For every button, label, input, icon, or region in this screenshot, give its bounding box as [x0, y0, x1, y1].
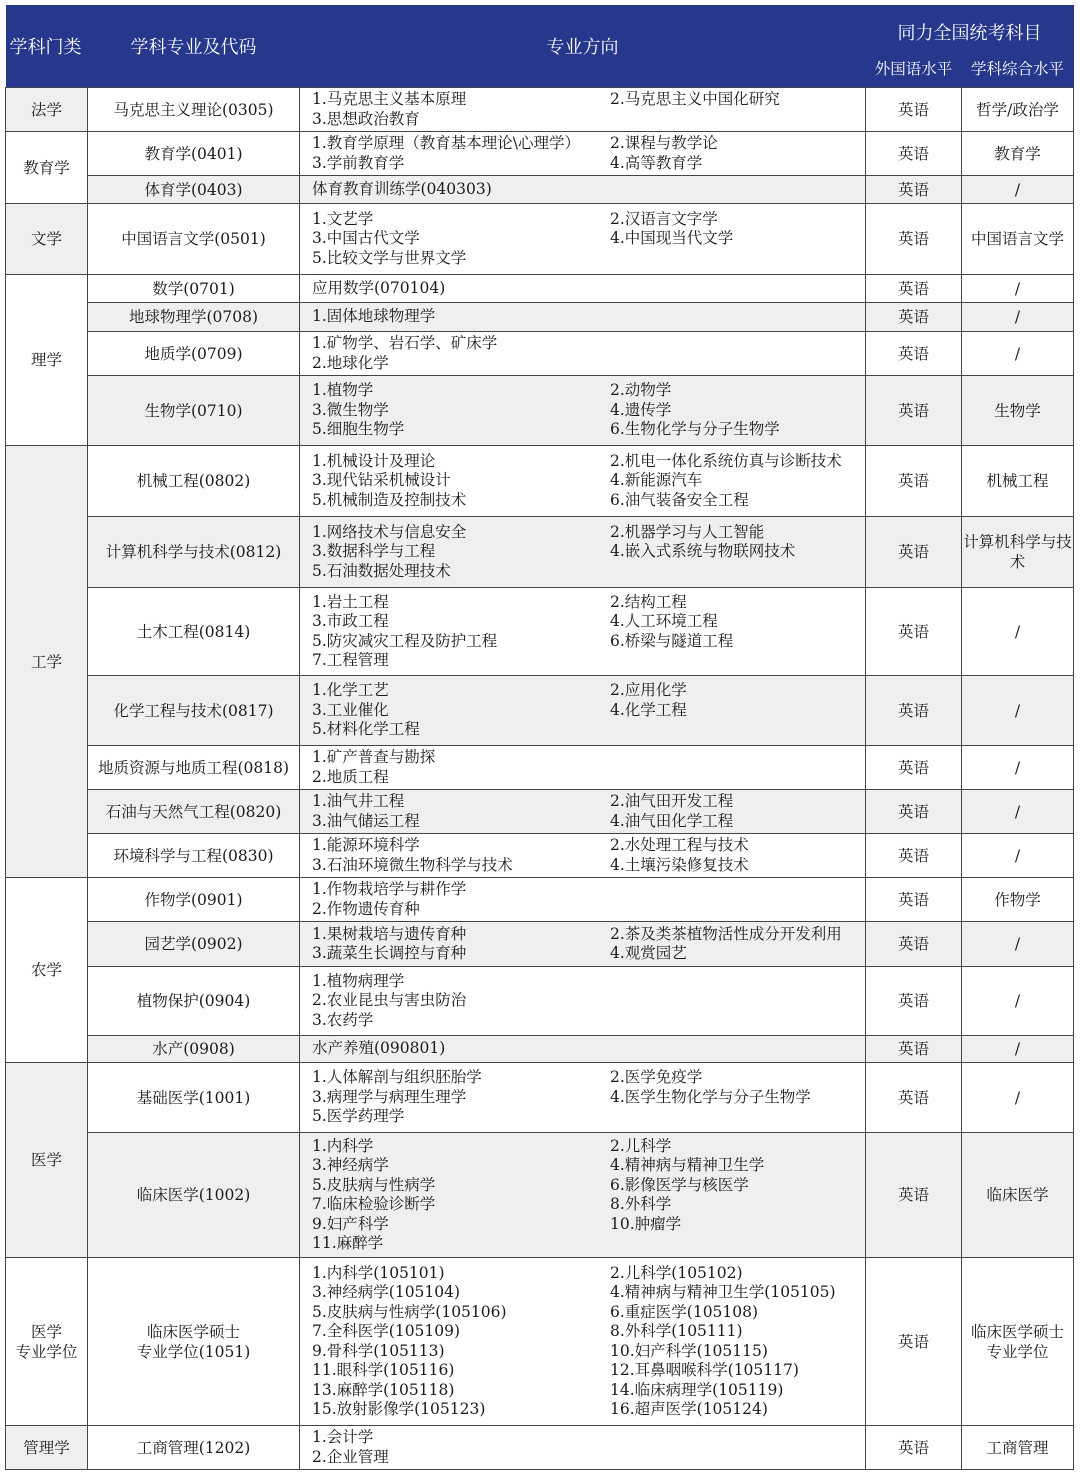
comprehensive-cell: 机械工程 [962, 446, 1074, 517]
table-row [6, 790, 1074, 834]
foreign-language-cell: 英语 [866, 1258, 962, 1426]
subject-cell: 植物保护(0904) [88, 967, 300, 1036]
direction-item: 14.临床病理学(105119) [610, 1380, 784, 1399]
direction-item: 2.地质工程 [312, 767, 389, 786]
direction-item: 4.遗传学 [610, 400, 672, 419]
comprehensive-cell: / [962, 176, 1074, 204]
direction-item: 2.茶及类茶植物活性成分开发利用 [610, 924, 842, 943]
direction-item: 1.文艺学 [312, 209, 374, 228]
direction-item: 1.马克思主义基本原理 [312, 90, 467, 108]
foreign-language-cell: 英语 [866, 746, 962, 790]
direction-item: 1.矿产普查与勘探 [312, 748, 436, 766]
direction-item: 3.数据科学与工程 [312, 542, 436, 561]
direction-item: 1.能源环境科学 [312, 836, 420, 854]
direction-item: 2.机电一体化系统仿真与诊断技术 [610, 451, 842, 470]
table-row [6, 332, 1074, 376]
foreign-language-cell: 英语 [866, 376, 962, 446]
direction-item: 15.放射影像学(105123) [312, 1400, 486, 1418]
direction-item: 2.汉语言文字学 [610, 209, 718, 228]
direction-item: 2.油气田开发工程 [610, 792, 734, 810]
direction-cell [300, 676, 866, 746]
direction-item: 2.课程与教学论 [610, 134, 718, 152]
subject-cell: 机械工程(0802) [88, 446, 300, 517]
direction-item: 5.细胞生物学 [312, 420, 405, 439]
direction-item: 应用数学(070104) [312, 278, 446, 297]
direction-item: 4.观赏园艺 [610, 944, 687, 962]
subject-cell: 计算机科学与技术(0812) [88, 517, 300, 588]
comprehensive-cell: 作物学 [962, 878, 1074, 922]
header-comprehensive: 学科综合水平 [962, 49, 1074, 88]
direction-item: 5.机械制造及控制技术 [312, 490, 467, 509]
direction-item: 3.神经病学 [312, 1156, 389, 1174]
direction-item: 2.医学免疫学 [610, 1068, 703, 1087]
subject-cell: 马克思主义理论(0305) [88, 88, 300, 132]
direction-item: 1.化学工艺 [312, 681, 389, 700]
direction-cell [300, 204, 866, 275]
comprehensive-cell: / [962, 588, 1074, 676]
direction-item: 3.病理学与病理生理学 [312, 1087, 467, 1106]
table-row [6, 1133, 1074, 1258]
header-direction: 专业方向 [300, 5, 866, 88]
direction-item: 3.微生物学 [312, 400, 389, 419]
subject-cell: 体育学(0403) [88, 176, 300, 204]
subject-cell: 工商管理(1202) [88, 1426, 300, 1470]
direction-item: 8.外科学(105111) [610, 1322, 743, 1340]
direction-cell [300, 132, 866, 176]
direction-cell [300, 790, 866, 834]
foreign-language-cell: 英语 [866, 922, 962, 967]
direction-cell [300, 1063, 866, 1133]
direction-item: 2.结构工程 [610, 592, 687, 611]
subject-cell: 地质资源与地质工程(0818) [88, 746, 300, 790]
foreign-language-cell: 英语 [866, 1426, 962, 1470]
comprehensive-cell: / [962, 332, 1074, 376]
table-row [6, 376, 1074, 446]
direction-cell [300, 332, 866, 376]
subject-cell: 地球物理学(0708) [88, 303, 300, 332]
direction-item: 2.动物学 [610, 381, 672, 400]
table-row [6, 676, 1074, 746]
table-row [6, 176, 1074, 204]
discipline-table [5, 5, 1074, 1470]
foreign-language-cell: 英语 [866, 790, 962, 834]
direction-item: 12.耳鼻咽喉科学(105117) [610, 1361, 799, 1379]
direction-item: 2.农业昆虫与害虫防治 [312, 991, 467, 1010]
comprehensive-cell: / [962, 303, 1074, 332]
direction-item: 4.油气田化学工程 [610, 811, 734, 830]
direction-item: 1.网络技术与信息安全 [312, 522, 467, 541]
direction-cell [300, 1426, 866, 1470]
direction-item: 9.骨科学(105113) [312, 1341, 445, 1360]
comprehensive-cell: 生物学 [962, 376, 1074, 446]
foreign-language-cell: 英语 [866, 588, 962, 676]
category-cell: 理学 [6, 275, 88, 446]
direction-item: 1.机械设计及理论 [312, 451, 436, 470]
direction-item: 1.会计学 [312, 1428, 374, 1446]
direction-cell [300, 588, 866, 676]
direction-item: 5.比较文学与世界文学 [312, 248, 467, 267]
direction-item: 10.肿瘤学 [610, 1214, 682, 1233]
category-cell: 工学 [6, 446, 88, 878]
direction-item: 4.化学工程 [610, 700, 687, 719]
subject-cell: 作物学(0901) [88, 878, 300, 922]
comprehensive-cell: 工商管理 [962, 1426, 1074, 1470]
table-row [6, 746, 1074, 790]
direction-cell [300, 1036, 866, 1063]
foreign-language-cell: 英语 [866, 204, 962, 275]
direction-item: 11.麻醉学 [312, 1234, 384, 1252]
direction-cell [300, 834, 866, 878]
direction-item: 2.儿科学 [610, 1136, 672, 1155]
direction-cell [300, 922, 866, 967]
category-cell: 医学 [6, 1063, 88, 1258]
direction-item: 1.油气井工程 [312, 792, 405, 810]
table-row [6, 878, 1074, 922]
direction-item: 3.油气储运工程 [312, 811, 420, 830]
direction-item: 5.石油数据处理技术 [312, 561, 451, 580]
direction-item: 4.新能源汽车 [610, 471, 703, 490]
direction-cell [300, 275, 866, 303]
direction-cell [300, 446, 866, 517]
direction-item: 3.神经病学(105104) [312, 1283, 461, 1301]
direction-item: 3.现代钻采机械设计 [312, 471, 451, 490]
direction-item: 3.思想政治教育 [312, 109, 420, 128]
comprehensive-cell: / [962, 1036, 1074, 1063]
direction-item: 2.地球化学 [312, 353, 389, 372]
header-category: 学科门类 [6, 5, 88, 88]
subject-cell: 基础医学(1001) [88, 1063, 300, 1133]
direction-item: 3.蔬菜生长调控与育种 [312, 944, 467, 962]
category-cell: 教育学 [6, 132, 88, 204]
direction-item: 2.儿科学(105102) [610, 1263, 743, 1282]
table-row [6, 88, 1074, 132]
comprehensive-cell: / [962, 1063, 1074, 1133]
direction-item: 13.麻醉学(105118) [312, 1380, 455, 1399]
table-row [6, 1258, 1074, 1426]
direction-item: 16.超声医学(105124) [610, 1400, 768, 1418]
direction-item: 4.医学生物化学与分子生物学 [610, 1087, 811, 1106]
direction-item: 4.精神病与精神卫生学 [610, 1156, 765, 1174]
direction-cell [300, 1133, 866, 1258]
direction-item: 5.材料化学工程 [312, 720, 420, 739]
category-cell: 法学 [6, 88, 88, 132]
direction-item: 10.妇产科学(105115) [610, 1341, 768, 1360]
direction-item: 4.精神病与精神卫生学(105105) [610, 1283, 836, 1301]
direction-cell [300, 376, 866, 446]
direction-item: 1.植物病理学 [312, 971, 405, 990]
direction-item: 9.妇产科学 [312, 1214, 389, 1233]
direction-item: 4.中国现当代文学 [610, 229, 734, 248]
direction-cell [300, 967, 866, 1036]
foreign-language-cell: 英语 [866, 176, 962, 204]
direction-cell [300, 746, 866, 790]
direction-item: 3.中国古代文学 [312, 229, 420, 248]
direction-item: 6.重症医学(105108) [610, 1302, 759, 1321]
foreign-language-cell: 英语 [866, 88, 962, 132]
table-body [6, 88, 1074, 1470]
subject-cell: 数学(0701) [88, 275, 300, 303]
direction-item: 6.影像医学与核医学 [610, 1175, 749, 1194]
direction-item: 7.全科医学(105109) [312, 1322, 461, 1340]
direction-item: 1.岩土工程 [312, 592, 389, 611]
subject-cell: 水产(0908) [88, 1036, 300, 1063]
header-foreign: 外国语水平 [866, 49, 962, 88]
direction-item: 5.防灾减灾工程及防护工程 [312, 631, 498, 650]
direction-item: 水产养殖(090801) [312, 1039, 446, 1058]
direction-cell [300, 88, 866, 132]
subject-cell: 化学工程与技术(0817) [88, 676, 300, 746]
header-exam: 同力全国统考科目 [866, 5, 1074, 49]
direction-cell [300, 176, 866, 204]
direction-item: 4.嵌入式系统与物联网技术 [610, 542, 796, 561]
direction-item: 8.外科学 [610, 1195, 672, 1213]
direction-item: 4.人工环境工程 [610, 612, 718, 630]
category-cell: 医学 专业学位 [6, 1258, 88, 1426]
subject-cell: 土木工程(0814) [88, 588, 300, 676]
subject-cell: 中国语言文学(0501) [88, 204, 300, 275]
comprehensive-cell: 计算机科学与技术 [962, 517, 1074, 588]
direction-item: 1.固体地球物理学 [312, 307, 436, 326]
direction-item: 1.人体解剖与组织胚胎学 [312, 1068, 482, 1087]
table-row [6, 275, 1074, 303]
direction-item: 2.应用化学 [610, 681, 687, 700]
direction-item: 5.医学药理学 [312, 1107, 405, 1126]
direction-item: 2.机器学习与人工智能 [610, 522, 765, 541]
comprehensive-cell: / [962, 275, 1074, 303]
comprehensive-cell: 临床医学 [962, 1133, 1074, 1258]
comprehensive-cell: / [962, 746, 1074, 790]
subject-cell: 地质学(0709) [88, 332, 300, 376]
foreign-language-cell: 英语 [866, 967, 962, 1036]
direction-item: 1.内科学 [312, 1136, 374, 1155]
category-cell: 文学 [6, 204, 88, 275]
direction-item: 1.内科学(105101) [312, 1263, 445, 1282]
table-row [6, 446, 1074, 517]
direction-item: 5.皮肤病与性病学 [312, 1175, 436, 1194]
comprehensive-cell: 临床医学硕士 专业学位 [962, 1258, 1074, 1426]
comprehensive-cell: / [962, 834, 1074, 878]
direction-item: 1.矿物学、岩石学、矿床学 [312, 334, 498, 352]
direction-item: 11.眼科学(105116) [312, 1361, 455, 1379]
comprehensive-cell: / [962, 922, 1074, 967]
category-cell: 农学 [6, 878, 88, 1063]
direction-item: 3.市政工程 [312, 612, 389, 630]
table-row [6, 967, 1074, 1036]
direction-item: 2.企业管理 [312, 1447, 389, 1466]
subject-cell: 园艺学(0902) [88, 922, 300, 967]
foreign-language-cell: 英语 [866, 517, 962, 588]
foreign-language-cell: 英语 [866, 303, 962, 332]
foreign-language-cell: 英语 [866, 1036, 962, 1063]
direction-item: 2.马克思主义中国化研究 [610, 90, 780, 108]
header-subject: 学科专业及代码 [88, 5, 300, 88]
foreign-language-cell: 英语 [866, 676, 962, 746]
direction-item: 7.工程管理 [312, 651, 389, 669]
table-row [6, 834, 1074, 878]
table-row [6, 132, 1074, 176]
direction-item: 3.工业催化 [312, 700, 389, 719]
foreign-language-cell: 英语 [866, 275, 962, 303]
table-row [6, 1063, 1074, 1133]
foreign-language-cell: 英语 [866, 878, 962, 922]
subject-cell: 生物学(0710) [88, 376, 300, 446]
direction-item: 4.高等教育学 [610, 153, 703, 172]
direction-item: 5.皮肤病与性病学(105106) [312, 1302, 507, 1321]
direction-item: 3.农药学 [312, 1010, 374, 1029]
foreign-language-cell: 英语 [866, 332, 962, 376]
direction-item: 6.桥梁与隧道工程 [610, 631, 734, 650]
table-row [6, 204, 1074, 275]
comprehensive-cell: 教育学 [962, 132, 1074, 176]
table-row [6, 517, 1074, 588]
direction-item: 3.石油环境微生物科学与技术 [312, 855, 513, 874]
table-row [6, 588, 1074, 676]
direction-cell [300, 1258, 866, 1426]
direction-cell [300, 878, 866, 922]
comprehensive-cell: 中国语言文学 [962, 204, 1074, 275]
table-row [6, 1426, 1074, 1470]
direction-cell [300, 303, 866, 332]
direction-item: 1.果树栽培与遗传育种 [312, 924, 467, 943]
foreign-language-cell: 英语 [866, 1063, 962, 1133]
subject-cell: 石油与天然气工程(0820) [88, 790, 300, 834]
subject-cell: 环境科学与工程(0830) [88, 834, 300, 878]
direction-item: 6.油气装备安全工程 [610, 490, 749, 509]
comprehensive-cell: 哲学/政治学 [962, 88, 1074, 132]
table-row [6, 922, 1074, 967]
category-cell: 管理学 [6, 1426, 88, 1470]
comprehensive-cell: / [962, 676, 1074, 746]
foreign-language-cell: 英语 [866, 132, 962, 176]
foreign-language-cell: 英语 [866, 834, 962, 878]
direction-cell [300, 517, 866, 588]
direction-item: 6.生物化学与分子生物学 [610, 420, 780, 439]
direction-item: 3.学前教育学 [312, 153, 405, 172]
subject-cell: 临床医学(1002) [88, 1133, 300, 1258]
subject-cell: 临床医学硕士 专业学位(1051) [88, 1258, 300, 1426]
comprehensive-cell: / [962, 790, 1074, 834]
direction-item: 7.临床检验诊断学 [312, 1195, 436, 1213]
direction-item: 1.植物学 [312, 381, 374, 400]
comprehensive-cell: / [962, 967, 1074, 1036]
direction-item: 1.作物栽培学与耕作学 [312, 880, 467, 898]
direction-item: 4.土壤污染修复技术 [610, 855, 749, 874]
foreign-language-cell: 英语 [866, 446, 962, 517]
subject-cell: 教育学(0401) [88, 132, 300, 176]
direction-item: 2.作物遗传育种 [312, 899, 420, 918]
foreign-language-cell: 英语 [866, 1133, 962, 1258]
direction-item: 体育教育训练学(040303) [312, 179, 492, 198]
direction-item: 2.水处理工程与技术 [610, 836, 749, 854]
table-row [6, 1036, 1074, 1063]
direction-item: 1.教育学原理（教育基本理论\心理学） [312, 134, 581, 152]
table-row [6, 303, 1074, 332]
